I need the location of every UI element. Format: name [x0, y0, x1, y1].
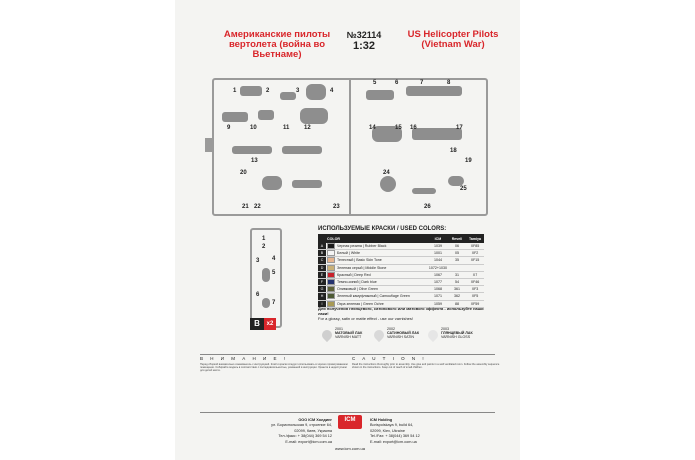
paint-name — [326, 250, 428, 257]
part-shape — [232, 146, 272, 154]
part-number: 19 — [465, 158, 472, 164]
paint-id: C — [318, 257, 326, 264]
paint-name — [326, 271, 428, 278]
paint-name-text: Зеленый камуфляжный | Camouflage Green — [337, 294, 410, 299]
paint-row — [318, 243, 484, 250]
part-number: 23 — [333, 204, 340, 210]
paint-icm: 1039 — [428, 243, 448, 250]
part-number: 21 — [242, 204, 249, 210]
address-line: Tel./Fax: + 38(044) 369 54 12 — [370, 434, 420, 439]
paint-tamiya: XF46 — [466, 278, 484, 285]
part-shape — [262, 176, 282, 190]
paint-id: E — [318, 271, 326, 278]
paints-header-revell: Revell — [448, 234, 466, 243]
paint-id: D — [318, 264, 326, 271]
part-shape — [380, 176, 396, 192]
part-number: 11 — [283, 125, 290, 131]
divider — [200, 412, 495, 413]
address-en — [370, 418, 450, 445]
part-number: 1 — [262, 236, 266, 242]
paint-id: I — [318, 300, 326, 307]
paint-revell: 361 — [448, 286, 466, 293]
paint-id: A — [318, 243, 326, 250]
part-number: 12 — [304, 125, 311, 131]
paint-icm: 1077 — [428, 278, 448, 285]
paint-name-text: Зеленая серый | Middle Stone — [337, 265, 387, 270]
part-shape — [222, 112, 248, 122]
part-shape — [262, 298, 270, 308]
paint-tamiya: XF2 — [466, 250, 484, 257]
part-number: 8 — [447, 80, 451, 86]
color-swatch — [327, 250, 335, 256]
paint-name — [326, 257, 428, 264]
varnish-name-en: VARNISH GLOSS — [441, 335, 471, 340]
paint-revell: 362 — [448, 293, 466, 300]
title-english: US Helicopter Pilots (Vietnam War) — [407, 29, 499, 50]
color-swatch — [327, 293, 335, 299]
paint-name-text: Темно-синий | Dark blue — [337, 279, 377, 284]
paint-id: H — [318, 293, 326, 300]
paint-icm: 1001 — [428, 250, 448, 257]
paint-name-text: Черная резина | Rubber Black — [337, 244, 387, 249]
part-number: 14 — [369, 125, 376, 131]
paint-icm: 1059 — [428, 300, 448, 307]
part-shape — [300, 108, 328, 124]
paint-icm: 1072+1030 — [428, 265, 447, 270]
caution-heading-ru: В Н И М А Н И Е ! — [200, 356, 288, 361]
paint-tamiya — [466, 264, 484, 271]
paint-name — [326, 293, 428, 300]
color-swatch — [327, 286, 335, 292]
part-number: 16 — [410, 125, 417, 131]
part-number: 22 — [254, 204, 261, 210]
varnish-item — [335, 327, 362, 340]
sprue-b-count: x2 — [264, 318, 276, 330]
part-number: 25 — [460, 186, 467, 192]
address-line: Тел./факс: + 38(044) 369 54 12 — [278, 434, 332, 439]
part-shape — [366, 90, 394, 100]
part-shape — [280, 92, 296, 100]
paint-name-text: Белый | White — [337, 251, 361, 256]
caution-text-ru: Перед сборкой внимательно ознакомьтесь с инструкцией. Клей и краски следует использовать в хорошо проветриваемом помещении. Собирайте модель в соответствии с последовательностью, указанной в инструкции. Храните в недоступном для детей месте. — [200, 363, 348, 373]
part-number: 5 — [272, 270, 276, 276]
part-number: 4 — [272, 256, 276, 262]
part-number: 6 — [395, 80, 399, 86]
part-shape — [282, 146, 322, 154]
part-shape — [412, 128, 462, 140]
part-number: 17 — [456, 125, 463, 131]
icm-logo: ICM — [338, 415, 362, 429]
part-number: 3 — [256, 258, 260, 264]
address-line: 02099, Kiev, Ukraine — [370, 428, 405, 433]
paint-row — [318, 293, 484, 300]
part-shape — [240, 86, 262, 96]
part-number: 7 — [272, 300, 276, 306]
part-shape — [258, 110, 274, 120]
part-number: 4 — [330, 88, 334, 94]
color-swatch — [327, 272, 335, 278]
part-number: 26 — [424, 204, 431, 210]
paint-icm: 1068 — [428, 286, 448, 293]
varnish-intro — [318, 306, 488, 321]
address-line: Borispolskaya 9, build 64, — [370, 423, 414, 428]
paint-name-text: Оливковый | Olive Green — [337, 287, 378, 292]
color-swatch — [327, 265, 335, 271]
company-name-ru: ООО ICM Холдинг — [298, 418, 332, 422]
company-name-en: ICM Holding — [370, 418, 393, 422]
part-number: 10 — [250, 125, 257, 131]
paints-header-id — [318, 234, 326, 243]
paint-icm: 1067 — [428, 271, 448, 278]
color-swatch — [327, 243, 335, 249]
paints-header-icm: ICM — [428, 234, 448, 243]
paint-revell: 05 — [448, 250, 466, 257]
paint-icm: 1044 — [428, 257, 448, 264]
paint-name-text: Телесный | Basic Skin Tone — [337, 258, 382, 263]
varnish-name-ru: САТИНОВЫЙ ЛАК — [387, 331, 420, 336]
sprue-b-label: B — [250, 318, 264, 330]
part-number: 13 — [251, 158, 258, 164]
paint-id: B — [318, 250, 326, 257]
part-number: 9 — [227, 125, 231, 131]
color-swatch — [327, 279, 335, 285]
paint-row — [318, 250, 484, 257]
website-link[interactable]: www.icm.com.ua — [334, 446, 365, 451]
caution-heading-en: C A U T I O N ! — [352, 356, 427, 361]
paint-tamiya: XF5 — [466, 293, 484, 300]
varnish-code: 2001 — [335, 327, 343, 331]
part-number: 6 — [256, 292, 260, 298]
color-swatch — [327, 257, 335, 263]
part-number: 18 — [450, 148, 457, 154]
address-line: E-mail: export@icm.com.ua — [370, 439, 417, 444]
product-code: №32114 — [346, 30, 382, 40]
address-ru — [252, 418, 332, 445]
part-shape — [406, 86, 462, 96]
part-shape — [262, 268, 270, 282]
scale-label: 1:32 — [352, 40, 376, 52]
title-russian: Американские пилоты вертолета (война во Вьетнаме) — [223, 29, 331, 60]
part-number: 15 — [395, 125, 402, 131]
paint-revell — [448, 264, 466, 271]
divider — [200, 354, 495, 355]
varnish-intro-en: For a glossy, satin or matte effect - use our varnishes! — [318, 316, 414, 321]
varnish-name-ru: МАТОВЫЙ ЛАК — [335, 331, 363, 336]
sprue-a-divider — [349, 78, 351, 214]
paints-table — [318, 234, 484, 308]
part-shape — [412, 188, 436, 194]
paint-revell: 54 — [448, 278, 466, 285]
part-number: 3 — [296, 88, 300, 94]
part-shape — [448, 176, 464, 186]
part-number: 20 — [240, 170, 247, 176]
paint-tamiya: XF15 — [466, 257, 484, 264]
paint-revell: 88 — [448, 300, 466, 307]
paint-name — [326, 286, 428, 293]
paint-name — [326, 264, 428, 271]
part-number: 24 — [383, 170, 390, 176]
address-line: ул. Бориспольская 9, строение 64, — [271, 423, 332, 428]
varnish-item — [441, 327, 473, 340]
part-number: 2 — [262, 244, 266, 250]
part-shape — [306, 84, 326, 100]
paint-row — [318, 257, 484, 264]
part-number: 5 — [373, 80, 377, 86]
paint-tamiya: X7 — [466, 271, 484, 278]
paint-tamiya: XF3 — [466, 286, 484, 293]
part-number: 7 — [420, 80, 424, 86]
varnish-item — [387, 327, 419, 340]
varnish-name-ru: ГЛЯНЦЕВЫЙ ЛАК — [441, 331, 473, 336]
paint-revell: 35 — [448, 257, 466, 264]
paints-header-tamiya: Tamiya — [466, 234, 484, 243]
paint-row — [318, 271, 484, 278]
paint-revell: 06 — [448, 243, 466, 250]
paint-icm: 1071 — [428, 293, 448, 300]
caution-text-en: Read the instructions thoroughly prior to assembly. Use glue and paints in a well ventilated room. Follow the assembly sequence shown in the instructions. Keep out of reach of small children. — [352, 363, 500, 370]
paint-row — [318, 278, 484, 285]
part-number: 1 — [233, 88, 237, 94]
paints-title: ИСПОЛЬЗУЕМЫЕ КРАСКИ / USED COLORS: — [318, 226, 447, 232]
varnish-code: 2003 — [441, 327, 449, 331]
paint-tamiya: XF85 — [466, 243, 484, 250]
part-shape — [292, 180, 322, 188]
paint-tamiya: XF59 — [466, 300, 484, 307]
paint-id: F — [318, 278, 326, 285]
paint-revell: 31 — [448, 271, 466, 278]
varnish-intro-ru: Для получения глянцевого, сатинового или матового эффекта - используйте наши лаки! — [318, 306, 484, 316]
varnish-name-en: VARNISH SATIN — [387, 335, 415, 340]
paint-id: G — [318, 286, 326, 293]
paint-name-text: Красный | Deep Red — [337, 272, 371, 277]
varnish-code: 2002 — [387, 327, 395, 331]
paint-name — [326, 243, 428, 250]
paint-row — [318, 264, 484, 271]
address-line: 02099, Киев, Украина — [294, 428, 332, 433]
varnish-name-en: VARNISH MATT — [335, 335, 362, 340]
paint-name-text: Охра зеленая | Green Ochre — [337, 301, 384, 306]
address-line: E-mail: export@icm.com.ua — [285, 439, 332, 444]
paints-header-color: COLOR — [326, 234, 428, 243]
paint-row — [318, 286, 484, 293]
sprue-a-tab — [205, 138, 213, 152]
part-number: 2 — [266, 88, 270, 94]
paint-name — [326, 278, 428, 285]
